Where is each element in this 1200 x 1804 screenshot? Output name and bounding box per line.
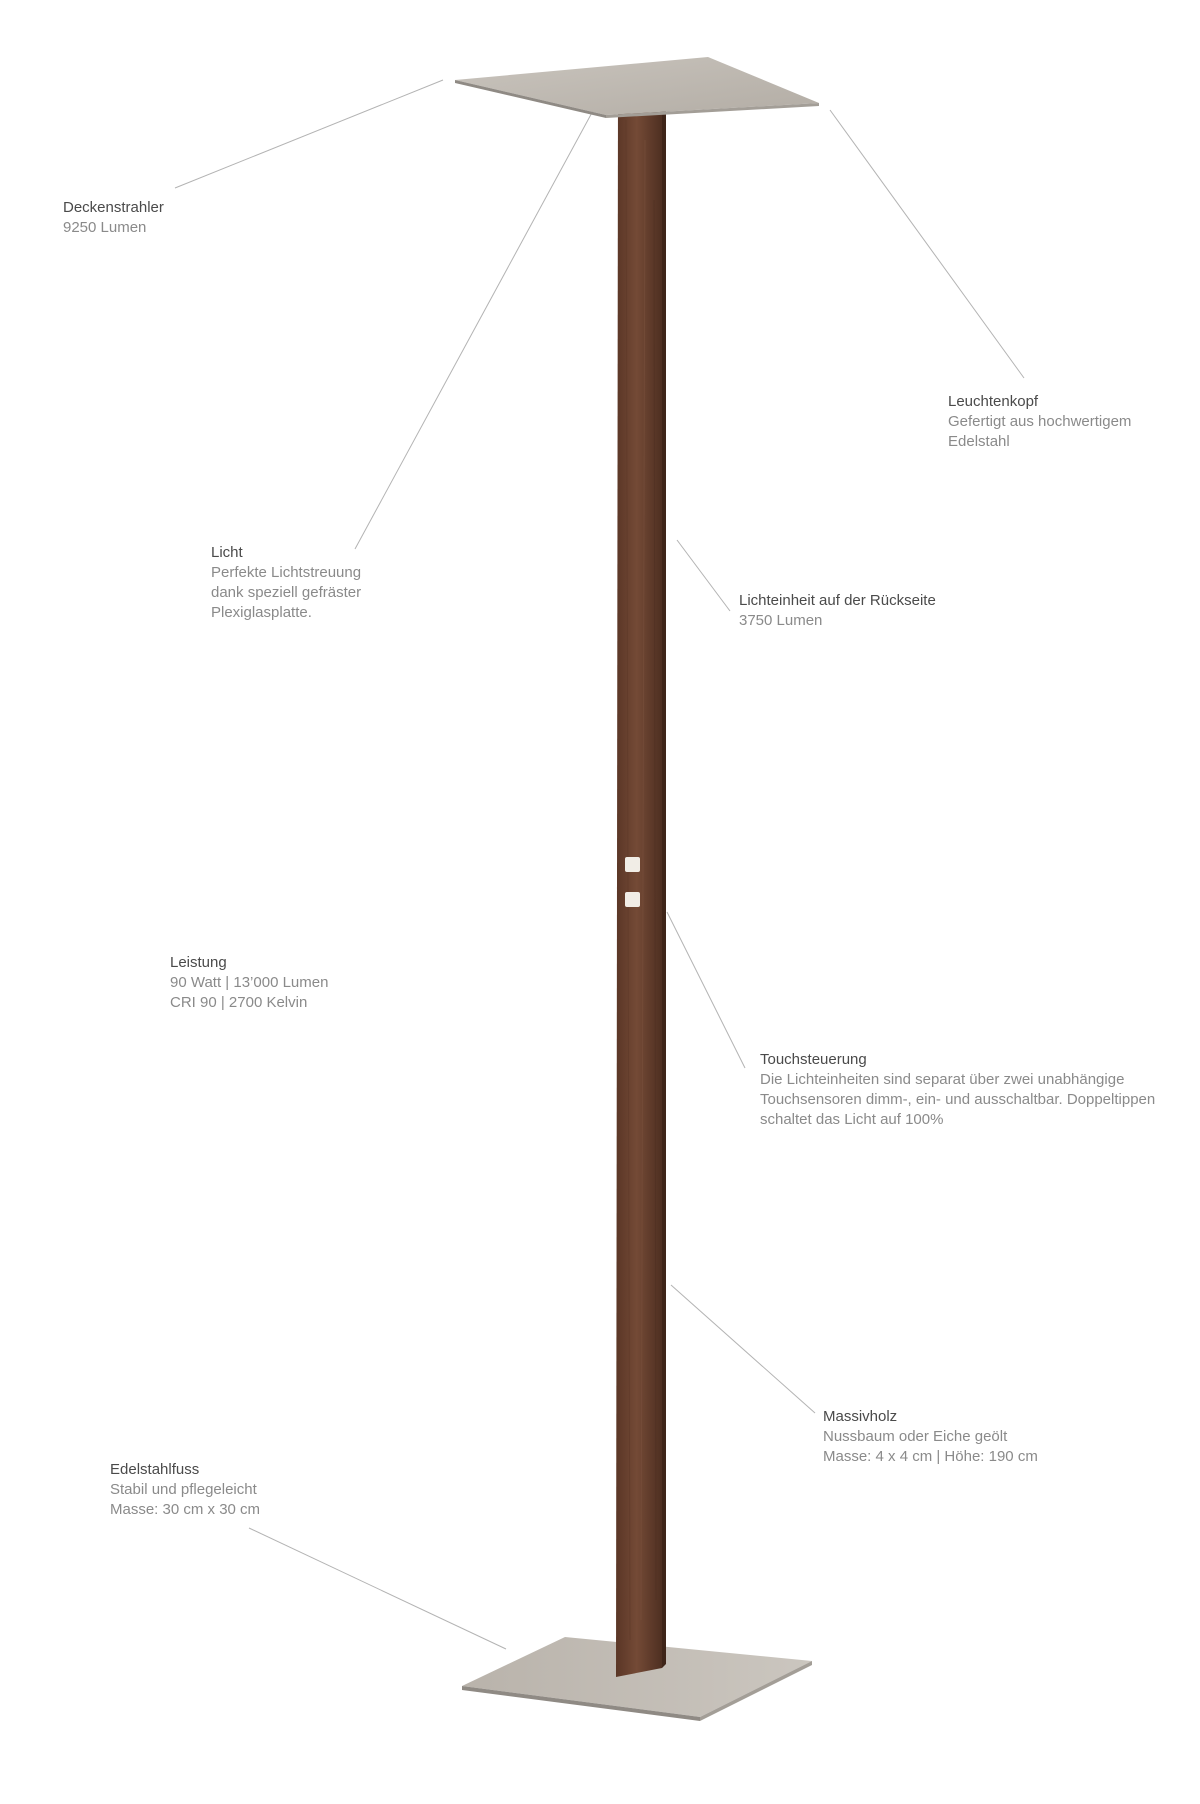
steel-head xyxy=(455,57,819,118)
callout-text: Plexiglasplatte. xyxy=(211,604,312,621)
callout-title: Licht xyxy=(211,544,243,561)
callout-text: Touchsensoren dimm-, ein- und ausschaltbar. Doppeltippen xyxy=(760,1091,1156,1108)
callout-text: CRI 90 | 2700 Kelvin xyxy=(170,994,308,1011)
callout-text: dank speziell gefräster xyxy=(211,584,362,601)
touch-sensor-upper xyxy=(625,857,640,872)
leader-line-lichteinheit xyxy=(677,540,730,611)
callout-deckenstrahler xyxy=(63,198,164,238)
callout-title: Touchsteuerung xyxy=(760,1051,867,1068)
wood-pole xyxy=(616,80,666,1677)
callout-title: Deckenstrahler xyxy=(63,199,164,216)
callout-text: 9250 Lumen xyxy=(63,219,147,236)
callout-text: Nussbaum oder Eiche geölt xyxy=(823,1428,1008,1445)
callout-title: Edelstahlfuss xyxy=(110,1461,200,1478)
callout-text: Die Lichteinheiten sind separat über zwei unabhängige xyxy=(760,1071,1125,1088)
leader-line-licht xyxy=(355,96,601,549)
callout-text: Stabil und pflegeleicht xyxy=(110,1481,257,1498)
leader-line-massivholz xyxy=(671,1285,815,1413)
callout-text: Masse: 4 x 4 cm | Höhe: 190 cm xyxy=(823,1448,1038,1465)
touch-sensor-lower xyxy=(625,892,640,907)
callout-leistung xyxy=(170,953,328,1013)
callout-title: Lichteinheit auf der Rückseite xyxy=(739,592,936,609)
callout-lichteinheit xyxy=(739,591,936,631)
callout-title: Leistung xyxy=(170,954,227,971)
callout-leuchtenkopf xyxy=(948,392,1131,452)
callout-title: Massivholz xyxy=(823,1408,898,1425)
callout-text: Gefertigt aus hochwertigem xyxy=(948,413,1132,430)
callout-text: 90 Watt | 13’000 Lumen xyxy=(170,974,329,991)
leader-line-touchsteuerung xyxy=(667,912,745,1068)
callout-text: Perfekte Lichtstreuung xyxy=(211,564,362,581)
callout-text: 3750 Lumen xyxy=(739,612,823,629)
callout-title: Leuchtenkopf xyxy=(948,393,1039,410)
callout-text: Edelstahl xyxy=(948,433,1010,450)
callout-edelstahlfuss xyxy=(110,1460,260,1520)
callout-touchsteuerung xyxy=(760,1050,1155,1130)
callout-massivholz xyxy=(823,1407,1038,1467)
callout-licht xyxy=(211,543,361,623)
leader-line-leuchtenkopf xyxy=(830,110,1024,378)
leader-line-deckenstrahler xyxy=(175,80,443,188)
callout-text: Masse: 30 cm x 30 cm xyxy=(110,1501,261,1518)
leader-line-edelstahlfuss xyxy=(249,1528,506,1649)
callout-text: schaltet das Licht auf 100% xyxy=(760,1111,944,1128)
